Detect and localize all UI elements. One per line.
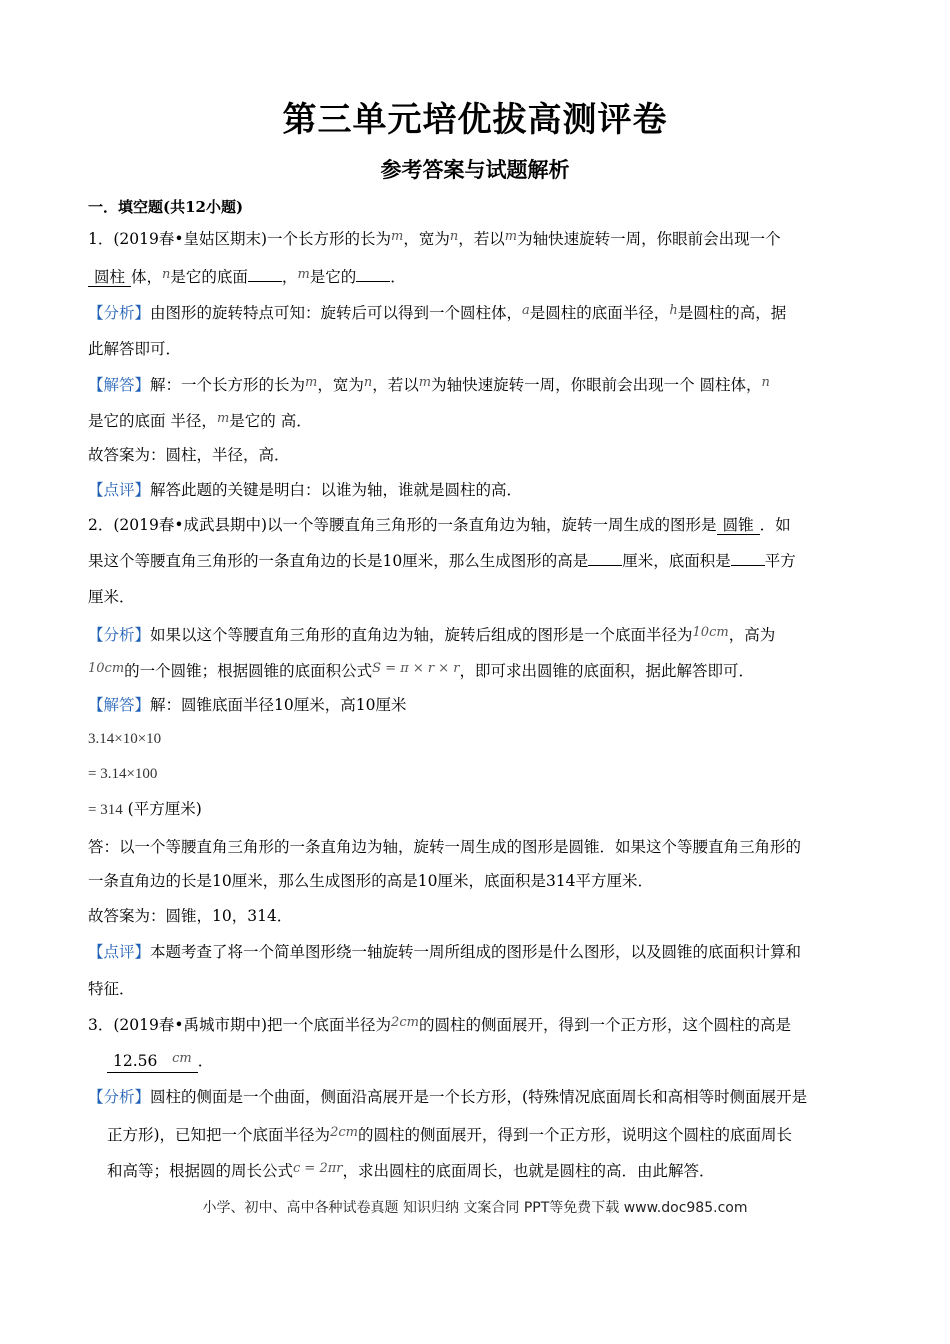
- page-title: 第三单元培优拔高测评卷: [282, 100, 668, 140]
- q1-blank-2: [248, 281, 282, 282]
- q2-answer-line2: 一条直角边的长是10厘米，那么生成图形的高是10厘米，底面积是314平方厘米．: [88, 872, 654, 890]
- q1-answer-blank: 圆柱: [88, 268, 131, 287]
- page-subtitle: 参考答案与试题解析: [380, 157, 570, 182]
- q1-solution-line2: 是它的底面 半径，$^m$是它的 高．: [88, 411, 312, 430]
- q2-comment-line1: 【点评】本题考查了将一个简单图形绕一轴旋转一周所组成的图形是什么图形，以及圆锥的底面积计算和: [88, 943, 802, 961]
- q2-stem-line3: 厘米．: [88, 588, 135, 606]
- q2-blank-2: [588, 565, 622, 566]
- q2-answer-blank: 圆锥: [717, 516, 760, 535]
- q1-analysis-line2: 此解答即可．: [88, 340, 182, 358]
- q1-analysis-line1: 【分析】由图形的旋转特点可知：旋转后可以得到一个圆柱体，$^a$是圆柱的底面半径，$^h$是圆柱的高，据: [88, 303, 787, 322]
- q2-answer-line1: 答：以一个等腰直角三角形的一条直角边为轴，旋转一周生成的图形是圆锥．如果这个等腰直角三角形的: [88, 838, 802, 856]
- q2-calc-1: 3.14×10×10: [88, 731, 162, 747]
- section-heading: 一．填空题(共12小题): [88, 198, 244, 216]
- q3-analysis-line3: 和高等；根据圆的周长公式$^{c = 2\pi r}$，求出圆柱的底面周长，也就是圆柱的高．由此解答．: [107, 1161, 715, 1180]
- q3-stem-line2: 12.56 $^{cm}$ ．: [107, 1050, 887, 1073]
- q3-stem-line1: 3．(2019春•禹城市期中)把一个底面半径为$^{2cm}$的圆柱的侧面展开，得到一个正方形，这个圆柱的高是: [88, 1015, 791, 1034]
- q1-stem-line2: 圆柱 体，$^n$是它的底面 ，$^m$是它的 ．: [88, 266, 868, 290]
- q2-blank-3: [731, 565, 765, 566]
- q1-comment: 【点评】解答此题的关键是明白：以谁为轴，谁就是圆柱的高．: [88, 481, 523, 499]
- q2-stem-line2: 果这个等腰直角三角形的一条直角边的长是10厘米，那么生成图形的高是 厘米，底面积是 平方: [88, 552, 796, 570]
- q2-analysis-line2: $^{10cm}$的一个圆锥；根据圆锥的底面积公式$^{S = \pi \times r \times r}$，即可求出圆锥的底面积，据此解答即可．: [88, 661, 755, 680]
- q3-analysis-line2: 正方形)，已知把一个底面半径为$^{2cm}$的圆柱的侧面展开，得到一个正方形，说明这个圆柱的底面周长: [107, 1125, 792, 1144]
- q2-comment-line2: 特征．: [88, 980, 135, 998]
- q3-answer-blank: 12.56 $^{cm}$: [107, 1052, 198, 1073]
- q2-calc-2: = 3.14×100: [88, 766, 158, 782]
- q1-result: 故答案为：圆柱，半径，高．: [88, 446, 290, 464]
- q3-analysis-line1: 【分析】圆柱的侧面是一个曲面，侧面沿高展开是一个长方形，(特殊情况底面周长和高相等时侧面展开是: [88, 1088, 808, 1106]
- page-footer: 小学、初中、高中各种试卷真题 知识归纳 文案合同 PPT等免费下载 www.doc985.com: [202, 1200, 748, 1216]
- q2-calc-3: = 314 (平方厘米): [88, 800, 202, 818]
- q1-blank-3: [356, 281, 390, 282]
- q1-solution-line1: 【解答】解：一个长方形的长为$^m$，宽为$^n$，若以$^m$为轴快速旋转一周，你眼前会出现一个 圆柱体，$^n$: [88, 375, 770, 394]
- q2-analysis-line1: 【分析】如果以这个等腰直角三角形的直角边为轴，旋转后组成的图形是一个底面半径为$^{10cm}$，高为: [88, 625, 776, 644]
- q2-solution-line1: 【解答】解：圆锥底面半径10厘米，高10厘米: [88, 696, 407, 714]
- q1-stem-line1: 1．(2019春•皇姑区期末)一个长方形的长为$^m$，宽为$^n$，若以$^m$为轴快速旋转一周，你眼前会出现一个: [88, 229, 781, 248]
- q2-result: 故答案为：圆锥，10，314．: [88, 907, 293, 925]
- q2-stem-line1: 2．(2019春•成武县期中)以一个等腰直角三角形的一条直角边为轴，旋转一周生成的图形是 圆锥 ．如: [88, 516, 791, 534]
